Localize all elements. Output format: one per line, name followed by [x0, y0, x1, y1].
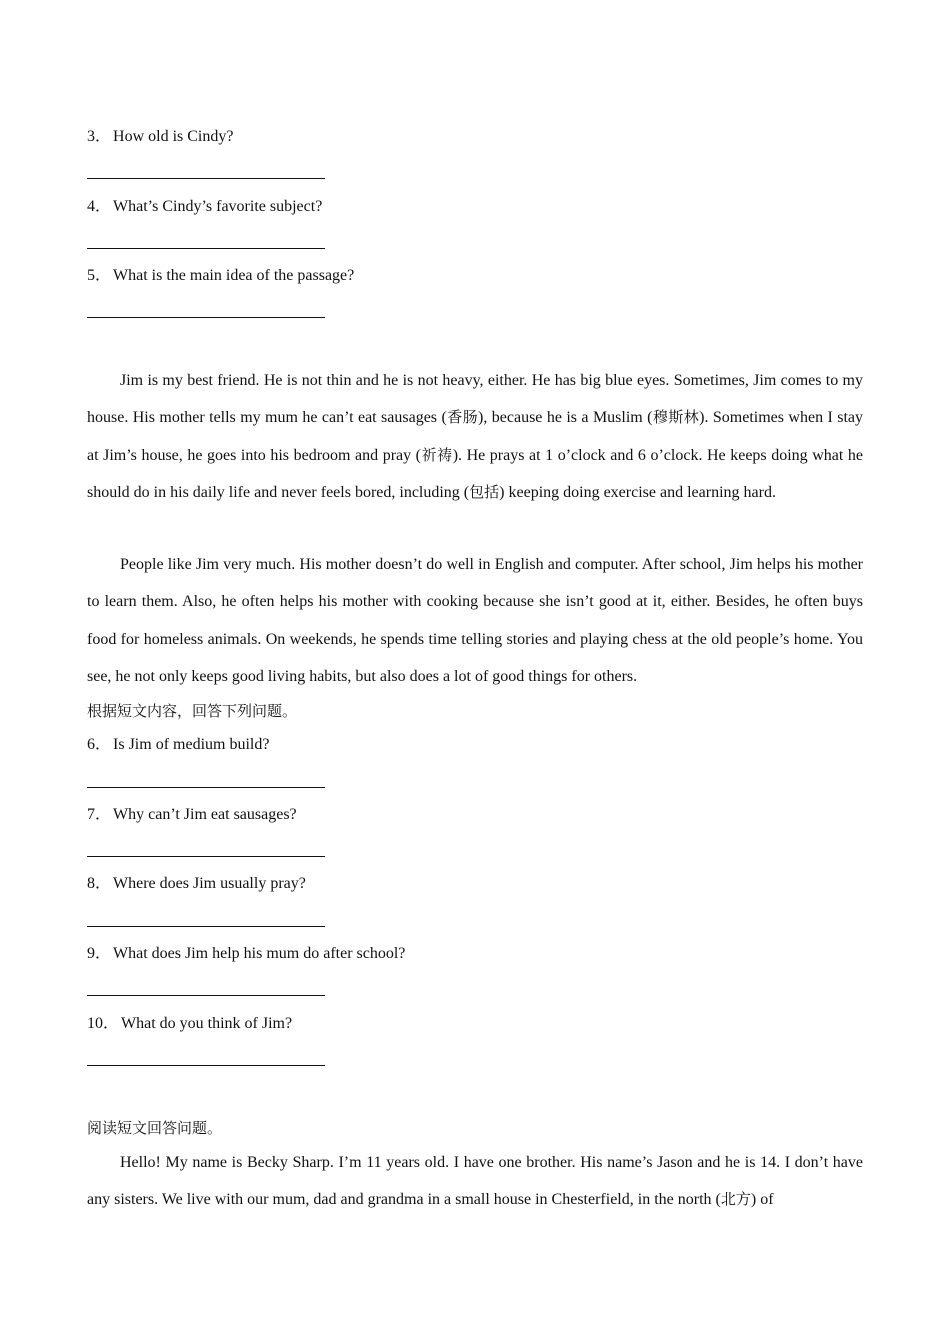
- question-number: 7．: [87, 806, 112, 823]
- answer-line-10[interactable]: [87, 1065, 325, 1066]
- passage-text: Jim is my best friend. He is not thin and he is not heavy, either. He has big blue eyes. Sometimes, Jim comes to my house. His mother tells my mum he can’t eat sausages (: [87, 372, 863, 427]
- question-5: [87, 266, 354, 286]
- answer-line-8[interactable]: [87, 926, 325, 927]
- question-number: 6．: [87, 736, 112, 753]
- question-number: 3．: [87, 128, 112, 145]
- instruction-passage-2: 根据短文内容，回答下列问题。: [87, 702, 298, 720]
- question-3: [87, 127, 233, 147]
- question-6: [87, 735, 269, 755]
- question-8: [87, 874, 306, 894]
- question-number: 8．: [87, 875, 112, 892]
- question-10: [87, 1014, 292, 1034]
- question-text: How old is Cindy?: [113, 128, 234, 145]
- gloss: 包括: [469, 483, 500, 502]
- question-text: Is Jim of medium build?: [113, 736, 270, 753]
- passage-jim-paragraph-2: People like Jim very much. His mother doesn’t do well in English and computer. After school, Jim helps his mother to learn them. Also, he often helps his mother with cooking because she isn’t good at it, either. Besides, he often buys food for homeless animals. On weekends, he spends time telling stories and playing chess at the old people’s home. You see, he not only keeps good living habits, but also does a lot of good things for others.: [87, 556, 863, 686]
- gloss: 祈祷: [421, 445, 453, 464]
- question-text: Where does Jim usually pray?: [113, 875, 306, 892]
- answer-line-7[interactable]: [87, 856, 325, 857]
- question-text: What’s Cindy’s favorite subject?: [113, 198, 323, 215]
- question-4: [87, 197, 322, 217]
- question-text: What do you think of Jim?: [121, 1015, 293, 1032]
- passage-text: ) of: [750, 1191, 774, 1209]
- question-text: What does Jim help his mum do after school?: [113, 945, 406, 962]
- passage-text: ). He prays at 1 o’clock and 6 o’clock. He keeps doing what he should do in his daily life and never feels bored, including (: [87, 446, 863, 502]
- answer-line-5[interactable]: [87, 317, 325, 318]
- question-number: 9．: [87, 945, 112, 962]
- answer-line-9[interactable]: [87, 995, 325, 996]
- passage-text: ), because he is a Muslim (: [478, 409, 653, 427]
- question-text: Why can’t Jim eat sausages?: [113, 806, 297, 823]
- passage-text: ). Sometimes when I stay at Jim’s house, he goes into his bedroom and pray (: [87, 409, 864, 464]
- gloss: 穆斯林: [652, 408, 700, 427]
- passage-becky-paragraph-1: [87, 1144, 863, 1219]
- answer-line-4[interactable]: [87, 248, 325, 249]
- question-number: 4．: [87, 198, 112, 215]
- passage-text: Hello! My name is Becky Sharp. I’m 11 years old. I have one brother. His name’s Jason and he is 14. I don’t have any sisters. We live with our mum, dad and grandma in a small house in Chesterfield, in the north (: [87, 1154, 863, 1209]
- question-text: What is the main idea of the passage?: [113, 267, 355, 284]
- gloss: 北方: [720, 1190, 751, 1209]
- answer-line-3[interactable]: [87, 178, 325, 179]
- question-number: 10．: [87, 1015, 120, 1032]
- passage-text: ) keeping doing exercise and learning hard.: [499, 484, 776, 502]
- gloss: 香肠: [446, 408, 479, 427]
- answer-line-6[interactable]: [87, 787, 325, 788]
- question-number: 5．: [87, 267, 112, 284]
- question-9: [87, 944, 405, 964]
- question-7: [87, 805, 297, 825]
- passage-jim-paragraph-1: [87, 362, 863, 512]
- instruction-passage-3: 阅读短文回答问题。: [87, 1119, 223, 1137]
